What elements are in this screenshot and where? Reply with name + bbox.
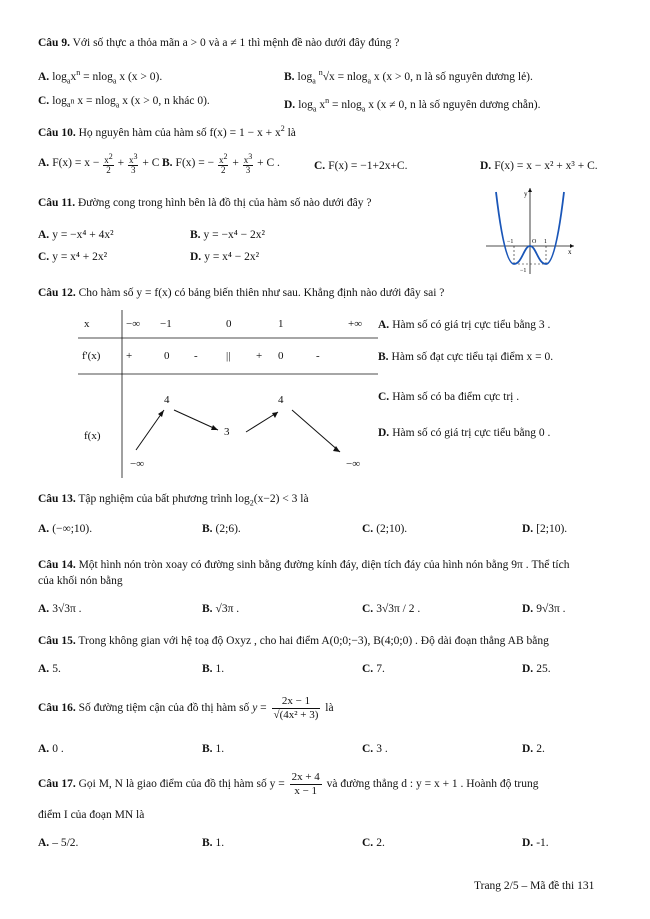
q14-option-d[interactable]: D. 9√3π . (522, 603, 566, 615)
sign-1: + (126, 350, 133, 362)
q12-option-c[interactable]: C. Hàm số có ba điểm cực trị . (378, 391, 520, 403)
q17-question: Câu 17. Gọi M, N là giao điểm của đồ thị hàm số y = $\frac{2x + 4}{x - 1}$ và đường thẳng d : y = x + 1 . Hoành độ trung (38, 770, 539, 797)
q10-option-d[interactable]: D. F(x) = x − x² + x³ + C. (480, 160, 598, 172)
tick-neg1: −1 (507, 239, 514, 245)
q15-option-b[interactable]: B. 1. (202, 663, 225, 675)
q9-option-d[interactable]: D. $\log_a x^n = nlog_a$ x (x ≠ 0, n là số nguyên dương chẵn). (284, 96, 541, 114)
f-bot-1: −∞ (130, 458, 145, 470)
x-0: 0 (226, 318, 232, 330)
q9-option-a[interactable]: A. $\log_ax^n = nlog_a$ x (x > 0). (38, 68, 163, 86)
page-footer: Trang 2/5 – Mã đề thi 131 (474, 880, 595, 892)
y-label: y (524, 190, 528, 198)
tick-neg1-y: −1 (520, 268, 527, 274)
row-fp-label: f'(x) (82, 350, 101, 362)
row-f-label: f(x) (84, 430, 101, 442)
x-label: x (568, 248, 572, 256)
q17-option-c[interactable]: C. 2. (362, 837, 385, 849)
sign-4: || (226, 350, 231, 362)
q13-question: Câu 13. Tập nghiệm của bất phương trình $\log_2(x-2) < 3$ là (38, 493, 309, 508)
f-top-1: 4 (164, 394, 170, 406)
q17-option-a[interactable]: A. – 5/2. (38, 837, 79, 849)
q9-question: Câu 9. Với số thực a thỏa mãn a > 0 và a ≠ 1 thì mệnh đề nào dưới đây đúng ? (38, 37, 400, 49)
origin-label: O (532, 239, 537, 245)
f-top-2: 4 (278, 394, 284, 406)
q14-option-a[interactable]: A. 3√3π . (38, 603, 82, 615)
sign-2: 0 (164, 350, 170, 362)
q11-option-c[interactable]: C. y = x⁴ + 2x² (38, 251, 108, 263)
q14-question-line2: của khối nón bằng (38, 575, 123, 587)
q10-option-a[interactable]: A. F(x) = x − $\frac{x^2}{2}$ + $\frac{x^3}{3}$ + C . (38, 152, 166, 175)
q14-option-b[interactable]: B. √3π . (202, 603, 240, 615)
q13-option-c[interactable]: C. (2;10). (362, 523, 408, 535)
variation-table (78, 310, 378, 478)
q11-graph (486, 186, 576, 276)
q16-option-c[interactable]: C. 3 . (362, 743, 388, 755)
q15-question: Câu 15. Trong không gian với hệ toạ độ Oxyz , cho hai điểm A(0;0;−3), B(4;0;0) . Độ dài đoạn thẳng AB bằng (38, 635, 549, 647)
q17-question-line2: điểm I của đoạn MN là (38, 809, 145, 821)
q12-option-a[interactable]: A. Hàm số có giá trị cực tiểu bằng 3 . (378, 319, 551, 331)
q14-option-c[interactable]: C. 3√3π / 2 . (362, 603, 421, 615)
sign-6: 0 (278, 350, 284, 362)
x-1: 1 (278, 318, 284, 330)
q12-option-b[interactable]: B. Hàm số đạt cực tiểu tại điểm x = 0. (378, 351, 554, 363)
q9-option-c[interactable]: C. $\log_{a^n} x = nlog_a$ x (x > 0, n khác 0). (38, 95, 210, 110)
q15-option-d[interactable]: D. 25. (522, 663, 551, 675)
sign-7: - (316, 350, 320, 362)
q12-question: Câu 12. Cho hàm số y = f(x) có bảng biến thiên như sau. Khẳng định nào dưới đây sai ? (38, 287, 445, 299)
q15-option-c[interactable]: C. 7. (362, 663, 385, 675)
q10-option-c[interactable]: C. F(x) = −1+2x+C. (314, 160, 408, 172)
q16-question: Câu 16. Số đường tiệm cận của đồ thị hàm số y = $\frac{2x - 1}{\text{√(4x² + 3)}}$ là (38, 694, 334, 721)
f-mid: 3 (224, 426, 230, 438)
tick-1: 1 (544, 239, 547, 245)
q17-option-b[interactable]: B. 1. (202, 837, 225, 849)
q12-option-d[interactable]: D. Hàm số có giá trị cực tiểu bằng 0 . (378, 427, 551, 439)
q10-question: Câu 10. Họ nguyên hàm của hàm số $f(x) = 1 - x + x^2$ là (38, 124, 296, 139)
q16-option-d[interactable]: D. 2. (522, 743, 545, 755)
q11-question: Câu 11. Đường cong trong hình bên là đồ thị của hàm số nào dưới đây ? (38, 197, 372, 209)
x-pos-inf: +∞ (348, 318, 363, 330)
q14-question: Câu 14. Một hình nón tròn xoay có đường sinh bằng đường kính đáy, diện tích đáy của hình nón bằng 9π . Thể tích (38, 559, 570, 571)
q17-option-d[interactable]: D. -1. (522, 837, 549, 849)
q16-option-b[interactable]: B. 1. (202, 743, 225, 755)
row-x-label: x (84, 318, 90, 330)
q16-option-a[interactable]: A. 0 . (38, 743, 64, 755)
x-neg1: −1 (160, 318, 172, 330)
q9-option-b[interactable]: B. $\log_a ^n√x = nlog_a$ x (x > 0, n là số nguyên dương lẻ). (284, 68, 533, 86)
q10-option-b[interactable]: B. F(x) = − $\frac{x^2}{2}$ + $\frac{x^3}{3}$ + C . (162, 152, 280, 175)
q13-option-b[interactable]: B. (2;6). (202, 523, 241, 535)
q11-option-b[interactable]: B. y = −x⁴ − 2x² (190, 229, 265, 241)
q11-option-d[interactable]: D. y = x⁴ − 2x² (190, 251, 260, 263)
q15-option-a[interactable]: A. 5. (38, 663, 61, 675)
q13-option-a[interactable]: A. (−∞;10). (38, 523, 93, 535)
q11-option-a[interactable]: A. y = −x⁴ + 4x² (38, 229, 114, 241)
sign-3: - (194, 350, 198, 362)
q13-option-d[interactable]: D. [2;10). (522, 523, 568, 535)
x-neg-inf: −∞ (126, 318, 141, 330)
f-bot-2: −∞ (346, 458, 361, 470)
sign-5: + (256, 350, 263, 362)
